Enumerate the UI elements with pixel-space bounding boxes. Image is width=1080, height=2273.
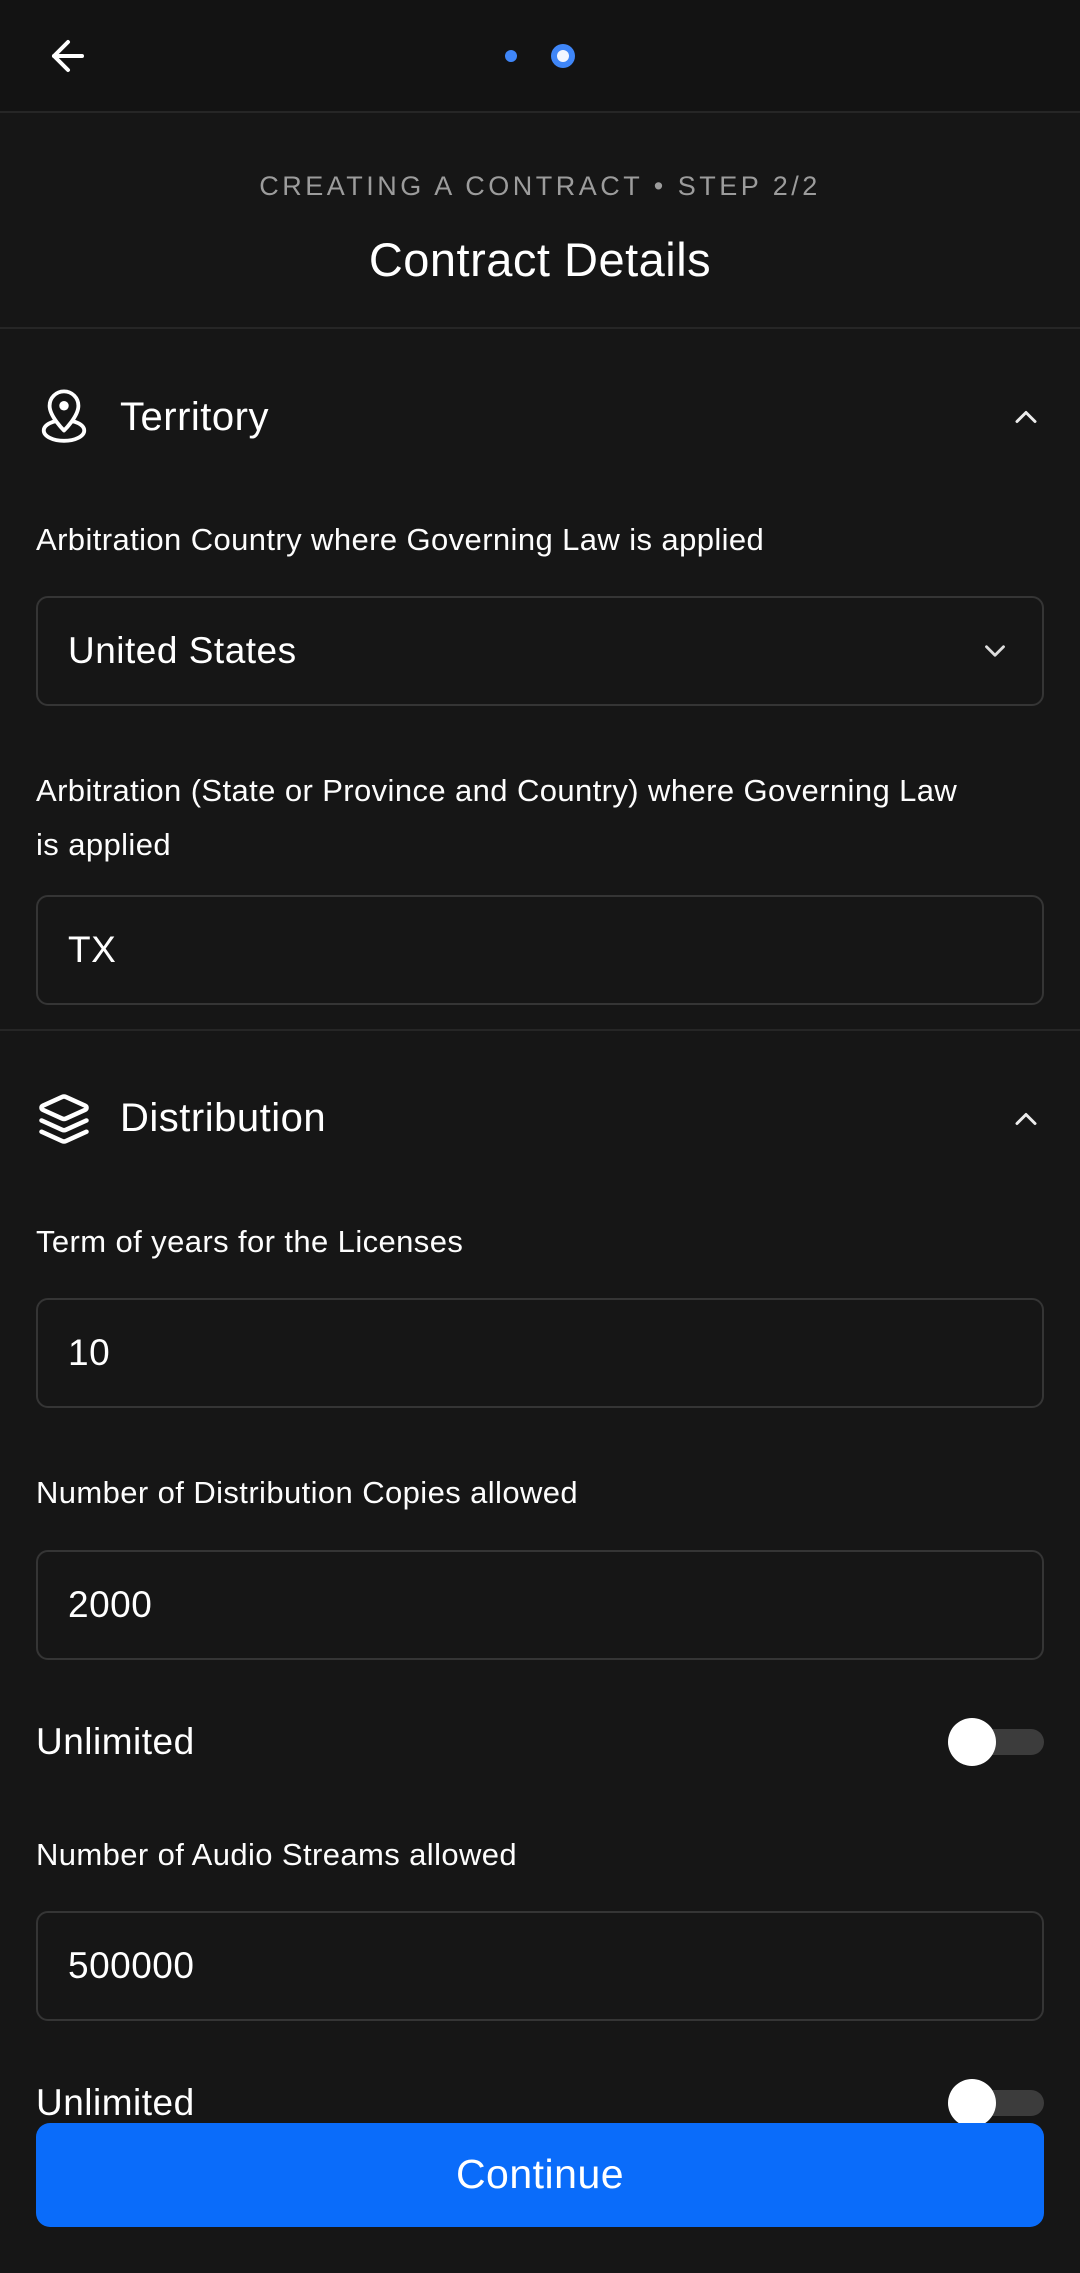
pager-dot-step1	[505, 50, 517, 62]
arbitration-country-select[interactable]	[36, 596, 1044, 706]
toggle-thumb	[948, 2079, 996, 2123]
step-indicator: CREATING A CONTRACT • STEP 2/2	[259, 171, 821, 201]
arbitration-country-label: Arbitration Country where Governing Law is applied	[36, 522, 765, 557]
pager-dot-step2-active	[551, 44, 575, 68]
copies-input[interactable]	[36, 1550, 1044, 1660]
copies-unlimited-row	[36, 1706, 1044, 1778]
streams-unlimited-row	[36, 2067, 1044, 2123]
copies-unlimited-label: Unlimited	[36, 1720, 195, 1762]
arbitration-country-value: United States	[68, 630, 297, 672]
page-title: Contract Details	[368, 233, 712, 286]
streams-label: Number of Audio Streams allowed	[36, 1836, 518, 1872]
arrow-left-icon	[44, 32, 92, 80]
streams-unlimited-toggle[interactable]	[948, 2079, 1044, 2123]
arbitration-state-value: TX	[68, 928, 117, 970]
section-title-territory: Territory	[120, 394, 269, 439]
page-header	[0, 113, 1080, 329]
copies-value: 2000	[68, 1583, 153, 1625]
arbitration-state-label: Arbitration (State or Province and Country) where Governing Law is applied	[36, 773, 958, 862]
toggle-thumb	[948, 1718, 996, 1766]
streams-input[interactable]	[36, 1911, 1044, 2021]
back-button[interactable]	[40, 28, 96, 84]
chevron-up-icon[interactable]	[1008, 399, 1044, 435]
section-title-distribution: Distribution	[120, 1096, 327, 1141]
term-years-label: Term of years for the Licenses	[36, 1223, 464, 1259]
term-years-value: 10	[68, 1332, 111, 1374]
map-pin-icon	[36, 385, 92, 449]
layers-icon	[36, 1087, 92, 1151]
section-header-territory[interactable]	[36, 379, 1044, 455]
footer	[0, 2123, 1080, 2273]
copies-unlimited-toggle[interactable]	[948, 1718, 1044, 1766]
continue-button[interactable]: Continue	[36, 2123, 1044, 2227]
top-bar	[0, 0, 1080, 113]
section-header-distribution[interactable]	[36, 1081, 1044, 1157]
form-content	[0, 329, 1080, 2123]
copies-label: Number of Distribution Copies allowed	[36, 1475, 579, 1511]
streams-unlimited-label: Unlimited	[36, 2081, 195, 2123]
step-pager	[505, 44, 575, 68]
chevron-up-icon[interactable]	[1008, 1101, 1044, 1137]
streams-value: 500000	[68, 1944, 195, 1986]
chevron-down-icon	[978, 634, 1012, 668]
arbitration-state-input[interactable]	[36, 895, 1044, 1005]
section-divider	[0, 1029, 1080, 1031]
term-years-input[interactable]	[36, 1298, 1044, 1408]
streams-unlimited-row-clipped	[36, 2067, 1044, 2123]
